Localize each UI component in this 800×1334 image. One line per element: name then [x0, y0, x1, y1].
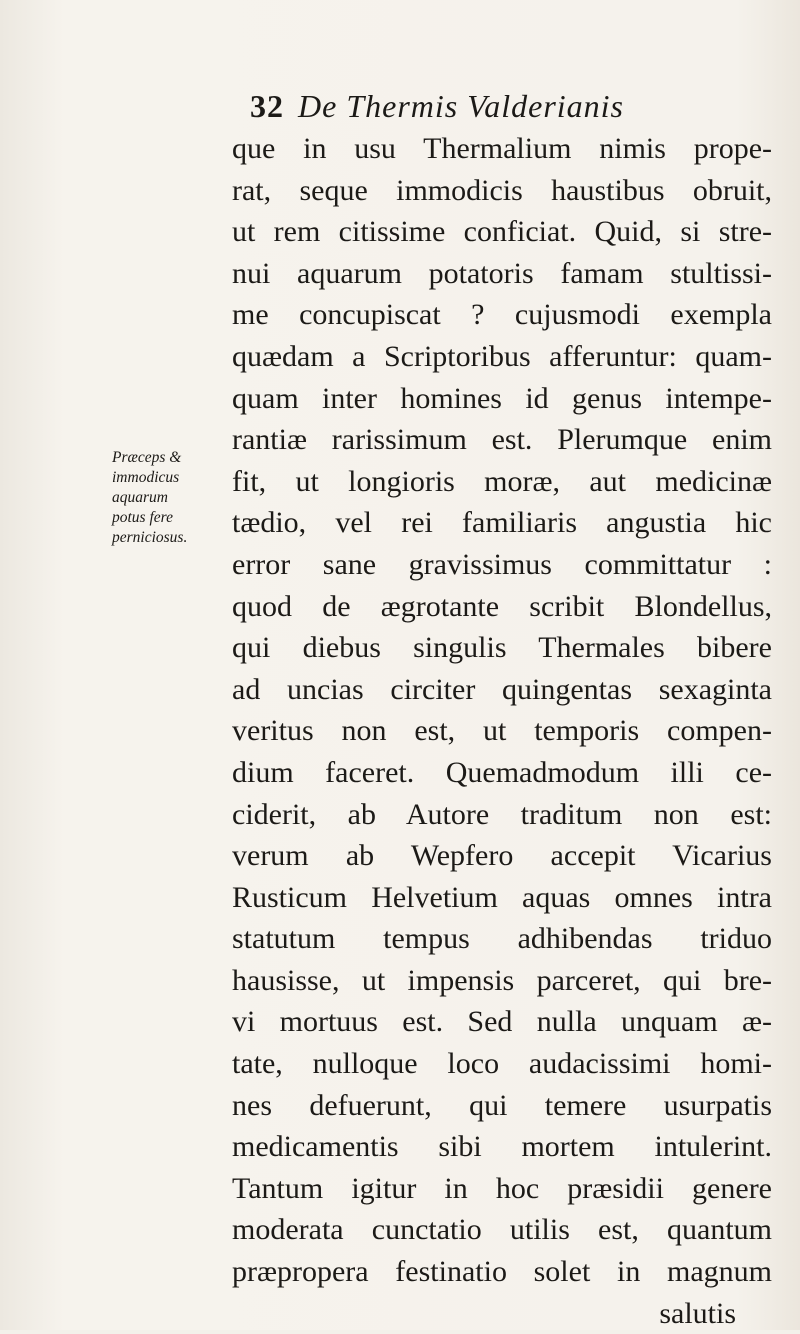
text-line: hausisse, ut impensis parceret, qui bre-: [232, 963, 772, 997]
text-line: que in usu Thermalium nimis prope-: [232, 132, 772, 165]
text-line: vi mortuus est. Sed nulla unquam æ-: [232, 1005, 772, 1039]
page-number: 32: [250, 88, 284, 124]
text-line: præpropera festinatio solet in magnum: [232, 1255, 772, 1289]
text-line: statutum tempus adhibendas triduo: [232, 922, 772, 956]
text-line: veritus non est, ut temporis compen-: [232, 714, 772, 748]
text-line: dium faceret. Quemadmodum illi ce-: [232, 755, 772, 789]
text-line: quod de ægrotante scribit Blondellus,: [232, 589, 772, 623]
text-line: ciderit, ab Autore traditum non est:: [232, 797, 772, 831]
text-line: Tantum igitur in hoc præsidii genere: [232, 1171, 772, 1205]
text-line: qui diebus singulis Thermales bibere: [232, 631, 772, 665]
text-line: nui aquarum potatoris famam stultissi-: [232, 256, 772, 290]
text-line: quam inter homines id genus intempe-: [232, 381, 772, 415]
margin-note-line: potus fere: [112, 509, 173, 526]
text-line: moderata cunctatio utilis est, quantum: [232, 1213, 772, 1247]
margin-note-line: aquarum: [112, 489, 168, 506]
margin-note-line: immodicus: [112, 469, 180, 486]
body-text: [232, 128, 772, 1334]
text-line: ad uncias circiter quingentas sexaginta: [232, 672, 772, 706]
margin-note-line: Præceps &: [112, 449, 182, 466]
text-line: verum ab Wepfero accepit Vicarius: [232, 839, 772, 873]
text-line: nes defuerunt, qui temere usurpatis: [232, 1088, 772, 1122]
margin-note-line: perniciosus.: [112, 529, 188, 546]
text-line: medicamentis sibi mortem intulerint.: [232, 1130, 772, 1164]
text-line: fit, ut longioris moræ, aut medicinæ: [232, 464, 772, 498]
text-line: tædio, vel rei familiaris angustia hic: [232, 506, 772, 540]
text-line: error sane gravissimus committatur :: [232, 547, 772, 581]
text-line: Rusticum Helvetium aquas omnes intra: [232, 880, 772, 914]
running-title: De Thermis Valderianis: [298, 88, 624, 124]
running-header: [250, 88, 624, 125]
text-line: tate, nulloque loco audacissimi homi-: [232, 1047, 772, 1081]
text-line: quædam a Scriptoribus afferuntur: quam-: [232, 339, 772, 373]
text-line: ut rem citissime conficiat. Quid, si stre-: [232, 215, 772, 249]
text-line: rat, seque immodicis haustibus obruit,: [232, 173, 772, 207]
catchword: salutis: [659, 1296, 736, 1330]
text-line: rantiæ rarissimum est. Plerumque enim: [232, 423, 772, 457]
margin-note: [112, 448, 232, 548]
text-line: me concupiscat ? cujusmodi exempla: [232, 298, 772, 332]
